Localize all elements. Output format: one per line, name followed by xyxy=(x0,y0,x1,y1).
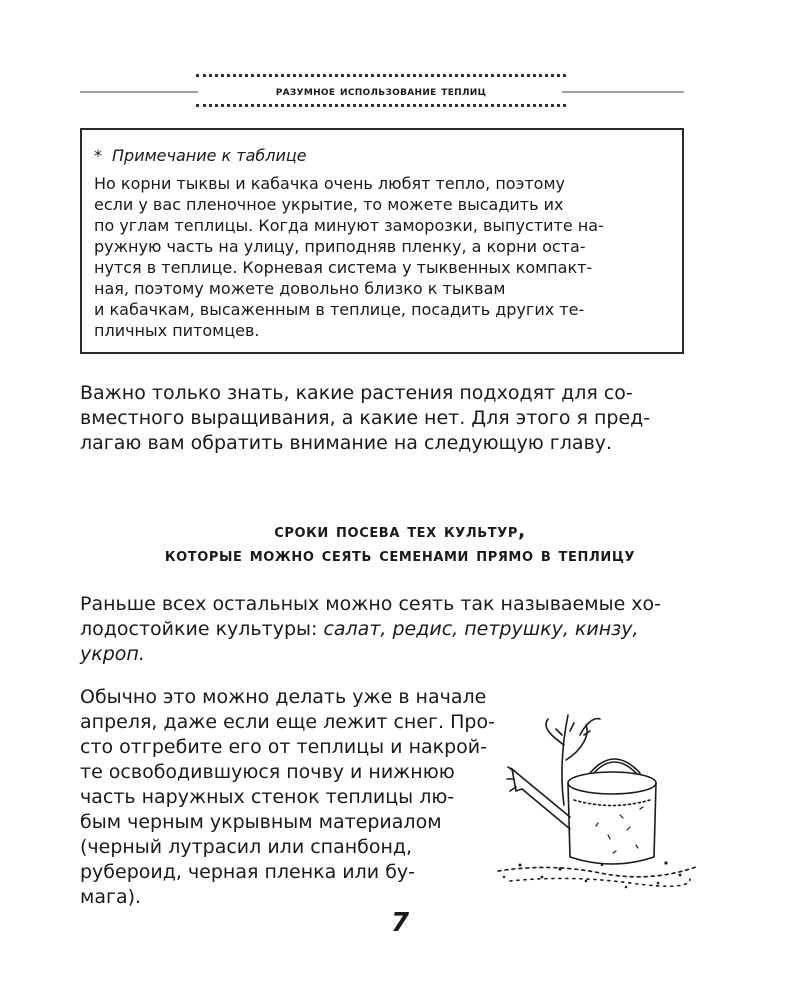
section-heading-line1: сроки посева тех культур, xyxy=(274,520,526,542)
paragraph-companion-planting xyxy=(80,381,690,456)
note-title-text: Примечание к таблице xyxy=(112,146,307,165)
note-asterisk: * xyxy=(94,146,102,165)
page-number: 7 xyxy=(390,908,410,938)
note-line: Но корни тыквы и кабачка очень любят тепло, поэтому xyxy=(94,174,566,193)
paragraph-line: бым черным укрывным материалом xyxy=(80,811,442,833)
paragraph-text: лодостойкие культуры: xyxy=(80,618,324,640)
running-header xyxy=(0,66,800,116)
paragraph-line: Раньше всех остальных можно сеять так называемые хо- xyxy=(80,593,662,615)
header-title: разумное использование теплиц xyxy=(275,83,487,98)
paragraph-line: лагаю вам обратить внимание на следующую главу. xyxy=(80,432,613,454)
paragraph-line: мага). xyxy=(80,886,142,908)
note-line: и кабачкам, высаженным в теплице, посадить других те- xyxy=(94,300,585,319)
paragraph-line: (черный лутрасил или спанбонд, xyxy=(80,836,413,858)
paragraph-line: рубероид, черная пленка или бу- xyxy=(80,861,416,883)
note-line: нутся в теплице. Корневая система у тыквенных компакт- xyxy=(94,258,593,277)
note-line: если у вас пленочное укрытие, то можете высадить их xyxy=(94,195,564,214)
paragraph-line: апреля, даже если еще лежит снег. Про- xyxy=(80,711,495,733)
note-line: пличных питомцев. xyxy=(94,321,260,340)
paragraph-line: те освободившуюся почву и нижнюю xyxy=(80,761,455,783)
note-title xyxy=(94,145,670,167)
paragraph-line xyxy=(80,617,690,642)
note-line: ная, поэтому можете довольно близко к тыквам xyxy=(94,279,506,298)
paragraph-line: часть наружных стенок теплицы лю- xyxy=(80,786,455,808)
header-dotted-rule-bottom xyxy=(196,104,566,107)
header-rule-right xyxy=(562,91,684,93)
section-heading-line2: которые можно сеять семенами прямо в теплицу xyxy=(164,544,636,566)
paragraph-line: вместного выращивания, а какие нет. Для этого я пред- xyxy=(80,407,651,429)
watering-can-icon xyxy=(490,705,700,895)
note-line: ружную часть на улицу, приподняв пленку, а корни оста- xyxy=(94,237,586,256)
crop-list-italic: укроп. xyxy=(80,643,145,665)
header-dotted-rule-top xyxy=(196,74,566,77)
paragraph-cold-hardy-crops xyxy=(80,592,690,667)
table-note-box xyxy=(80,128,684,354)
paragraph-line xyxy=(80,642,690,667)
note-line: по углам теплицы. Когда минуют заморозки, выпустите на- xyxy=(94,216,604,235)
paragraph-line: Важно только знать, какие растения подходят для со- xyxy=(80,382,633,404)
section-heading xyxy=(0,519,800,567)
crop-list-italic: салат, редис, петрушку, кинзу, xyxy=(323,618,639,640)
paragraph-line: сто отгребите его от теплицы и накрой- xyxy=(80,736,487,758)
paragraph-line: Обычно это можно делать уже в начале xyxy=(80,686,487,708)
header-rule-left xyxy=(80,91,198,93)
